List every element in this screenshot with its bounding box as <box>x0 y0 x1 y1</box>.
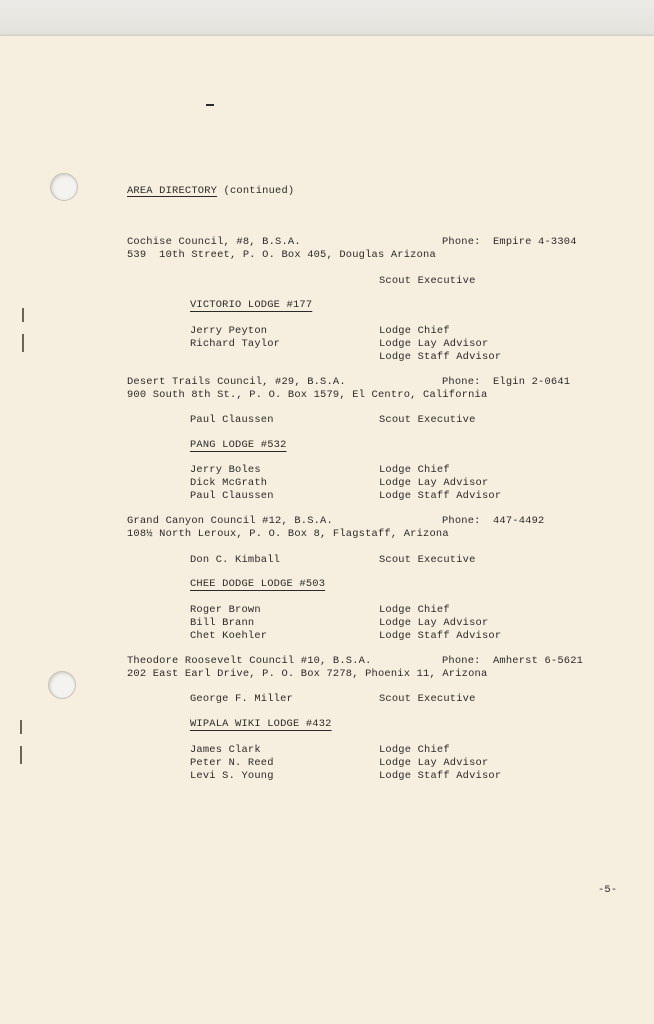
phone-number: Elgin 2-0641 <box>493 376 571 388</box>
phone-number: Amherst 6-5621 <box>493 655 584 667</box>
binding-mark <box>22 308 24 322</box>
member-name: Chet Koehler <box>190 630 268 642</box>
executive-title: Scout Executive <box>379 554 476 566</box>
member-name: Paul Claussen <box>190 490 274 502</box>
council-address: 539 10th Street, P. O. Box 405, Douglas Arizona <box>127 249 436 261</box>
lodge-name: CHEE DODGE LODGE #503 <box>190 578 326 590</box>
member-name: Bill Brann <box>190 617 255 629</box>
binding-mark <box>20 746 22 764</box>
member-name: Peter N. Reed <box>190 757 274 769</box>
member-role: Lodge Lay Advisor <box>379 338 489 350</box>
executive-name: George F. Miller <box>190 693 293 705</box>
lodge-name: VICTORIO LODGE #177 <box>190 299 313 311</box>
member-role: Lodge Lay Advisor <box>379 477 489 489</box>
lodge-name: PANG LODGE #532 <box>190 439 287 451</box>
council-address: 108½ North Leroux, P. O. Box 8, Flagstaff, Arizona <box>127 528 449 540</box>
member-role: Lodge Staff Advisor <box>379 351 502 363</box>
member-name: Jerry Peyton <box>190 325 268 337</box>
council-name: Cochise Council, #8, B.S.A. <box>127 236 301 248</box>
member-role: Lodge Staff Advisor <box>379 490 502 502</box>
binding-mark <box>22 334 24 352</box>
punch-hole-bottom <box>48 671 76 699</box>
member-name: James Clark <box>190 744 261 756</box>
phone-number: 447-4492 <box>493 515 545 527</box>
page-title <box>127 185 294 197</box>
council-address: 202 East Earl Drive, P. O. Box 7278, Phoenix 11, Arizona <box>127 668 488 680</box>
phone-label: Phone: <box>442 236 481 248</box>
member-role: Lodge Staff Advisor <box>379 770 502 782</box>
member-name: Richard Taylor <box>190 338 281 350</box>
member-name: Levi S. Young <box>190 770 274 782</box>
council-name: Desert Trails Council, #29, B.S.A. <box>127 376 346 388</box>
member-role: Lodge Lay Advisor <box>379 617 489 629</box>
member-role: Lodge Chief <box>379 744 450 756</box>
phone-label: Phone: <box>442 655 481 667</box>
binding-mark <box>20 720 22 734</box>
executive-title: Scout Executive <box>379 693 476 705</box>
member-role: Lodge Chief <box>379 464 450 476</box>
scanner-background <box>0 0 654 38</box>
member-name: Jerry Boles <box>190 464 261 476</box>
member-role: Lodge Staff Advisor <box>379 630 502 642</box>
executive-name: Paul Claussen <box>190 414 274 426</box>
member-role: Lodge Lay Advisor <box>379 757 489 769</box>
executive-name: Don C. Kimball <box>190 554 281 566</box>
council-address: 900 South 8th St., P. O. Box 1579, El Centro, California <box>127 389 488 401</box>
member-name: Roger Brown <box>190 604 261 616</box>
member-role: Lodge Chief <box>379 325 450 337</box>
council-name: Grand Canyon Council #12, B.S.A. <box>127 515 333 527</box>
member-name: Dick McGrath <box>190 477 268 489</box>
directory-title-suffix: (continued) <box>223 185 295 197</box>
phone-number: Empire 4-3304 <box>493 236 577 248</box>
phone-label: Phone: <box>442 515 481 527</box>
executive-title: Scout Executive <box>379 275 476 287</box>
council-name: Theodore Roosevelt Council #10, B.S.A. <box>127 655 372 667</box>
page-number: -5- <box>598 884 618 896</box>
lodge-name: WIPALA WIKI LODGE #432 <box>190 718 332 730</box>
ink-speck <box>206 104 214 106</box>
member-role: Lodge Chief <box>379 604 450 616</box>
directory-title: AREA DIRECTORY <box>127 185 218 197</box>
executive-title: Scout Executive <box>379 414 476 426</box>
punch-hole-top <box>50 173 78 201</box>
phone-label: Phone: <box>442 376 481 388</box>
